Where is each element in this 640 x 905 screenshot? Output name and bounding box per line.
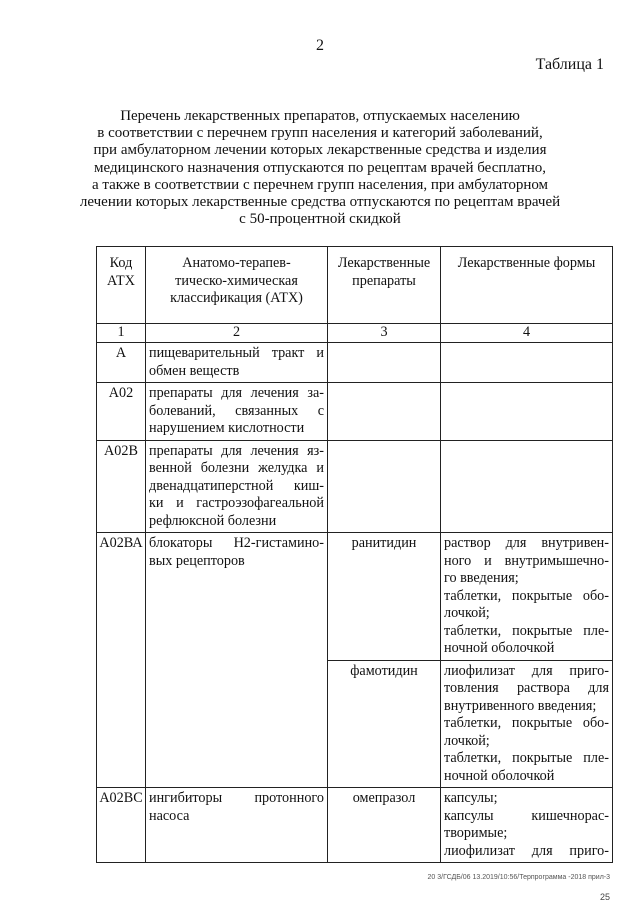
table-row	[97, 533, 613, 661]
heading-line: лечении которых лекарственные средства отпускаются по рецептам врачей	[79, 194, 561, 211]
heading-line: с 50-процентной скидкой	[239, 211, 401, 228]
drug-forms: раствор для внутривен- ного и внутримышечно- го введения; таблетки, покрытые обо- лочкой; таблетки, покрытые пле- ночной оболочкой	[441, 533, 613, 661]
table-row	[97, 788, 613, 863]
heading-line: а также в соответствии с перечнем групп населения, при амбулаторном	[91, 176, 549, 193]
atc-classification: ингибиторы протонного насоса	[146, 788, 328, 863]
table-label: Таблица 1	[535, 56, 604, 73]
heading-line: медицинского назначения отпускаются по рецептам врачей бесплатно,	[94, 159, 546, 176]
column-number: 3	[328, 324, 441, 343]
heading-line: Перечень лекарственных препаратов, отпускаемых населению	[120, 108, 520, 124]
table-row	[97, 383, 613, 441]
document-heading	[60, 108, 580, 228]
drug-forms	[441, 383, 613, 441]
drug-forms	[441, 343, 613, 383]
footer-page-number: 25	[599, 892, 610, 902]
atc-classification: блокаторы Н2-гистамино- вых рецепторов	[146, 533, 328, 788]
drug-name	[328, 383, 441, 441]
atc-classification: пищеварительный тракт и обмен веществ	[146, 343, 328, 383]
table-header-row	[97, 247, 613, 324]
drug-forms	[441, 440, 613, 533]
page-number: 2	[316, 37, 324, 54]
column-number-row	[97, 324, 613, 343]
header-classification: Анатомо-терапев- тическо-химическая классификация (АТХ)	[146, 247, 328, 324]
drug-name: омепразол	[328, 788, 441, 863]
heading-line: при амбулаторном лечении которых лекарственные средства и изделия	[93, 142, 547, 159]
header-forms: Лекарственные формы	[441, 247, 613, 324]
drug-name	[328, 343, 441, 383]
atc-code: А02В	[97, 440, 146, 533]
table-row	[97, 440, 613, 533]
column-number: 4	[441, 324, 613, 343]
drug-forms: капсулы; капсулы кишечнорас- творимые; лиофилизат для приго-	[441, 788, 613, 863]
atc-code: А02	[97, 383, 146, 441]
table-row	[97, 343, 613, 383]
atc-code: А02ВС	[97, 788, 146, 863]
atc-classification: препараты для лечения яз- венной болезни желудка и двенадцатиперстной киш- ки и гастроэзофагеальной рефлюксной болезни	[146, 440, 328, 533]
drug-table	[96, 246, 613, 863]
column-number: 2	[146, 324, 328, 343]
atc-code: А	[97, 343, 146, 383]
heading-line: в соответствии с перечнем групп населения и категорий заболеваний,	[97, 125, 543, 142]
print-stamp: 20 3/ГСДБ/06 13.2019/10:56/Терпрограмма -2018 прил-3	[427, 874, 610, 881]
column-number: 1	[97, 324, 146, 343]
drug-forms: лиофилизат для приго- товления раствора для внутривенного введения; таблетки, покрытые обо- лочкой; таблетки, покрытые пле- ночной оболочкой	[441, 660, 613, 788]
atc-classification: препараты для лечения за- болеваний, связанных с нарушением кислотности	[146, 383, 328, 441]
header-drugs: Лекарственные препараты	[328, 247, 441, 324]
drug-name: ранитидин	[328, 533, 441, 661]
atc-code: А02ВА	[97, 533, 146, 788]
drug-name	[328, 440, 441, 533]
header-code: Код АТХ	[97, 247, 146, 324]
drug-name: фамотидин	[328, 660, 441, 788]
